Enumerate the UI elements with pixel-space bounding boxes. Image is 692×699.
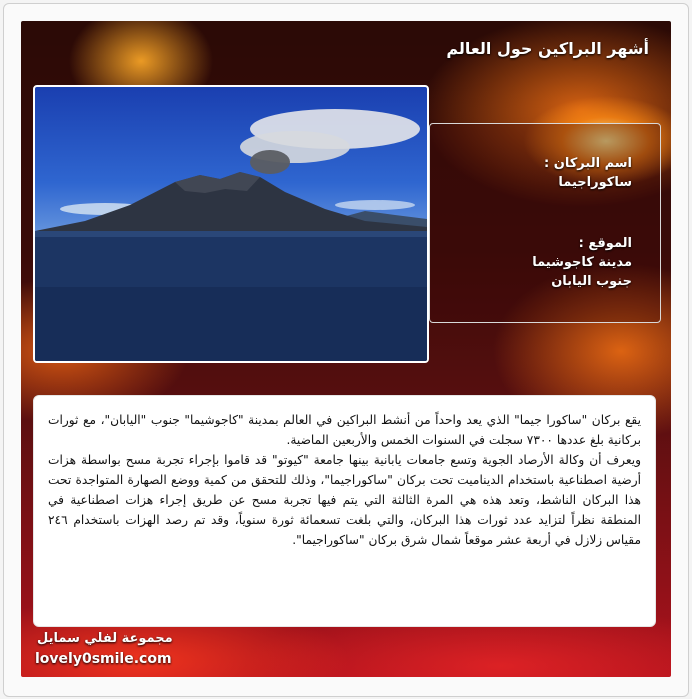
page-title: أشهر البراكين حول العالم [446,39,649,58]
location-label: الموقع : [578,236,632,251]
volcano-photo [33,85,429,363]
volcano-location-block [532,234,632,291]
volcano-name-block [544,154,632,192]
name-value: ساكوراجيما [558,175,632,190]
volcano-card [21,21,671,677]
group-name: مجموعة لفلي سمايل [37,631,173,646]
volcano-info-panel [429,123,661,323]
volcano-illustration [35,87,427,361]
location-line-2: جنوب اليابان [551,274,632,289]
location-line-1: مدينة كاجوشيما [532,255,632,270]
name-label: اسم البركان : [544,156,632,171]
description-box [33,395,656,627]
description-paragraph-1: يقع بركان "ساكورا جيما" الذي يعد واحداً من أنشط البراكين في العالم بمدينة "كاجوشيما" جنوب "اليابان"، مع ثورات بركانية بلغ عددها ٧٣٠٠ سجلت في السنوات الخمس والأربعين الماضية. [48,413,641,447]
site-link[interactable]: lovely0smile.com [35,651,172,667]
description-paragraph-2: ويعرف أن وكالة الأرصاد الجوية وتسع جامعات يابانية بينها جامعة "كيوتو" قد قاموا بإجراء تجربة مسح بواسطة هزات أرضية اصطناعية باستخدام الديناميت تحت بركان "ساكوراجيما"، وذلك للتحقق من كمية ووضع الصهارة المتواجدة تحت هذا البركان الناشط، وتعد هذه هي المرة الثالثة التي يتم فيها تجربة مسح عن طريق إجراء هزات اصطناعية في المنطقة نظراً لتزايد عدد ثورات هذا البركان، والتي بلغت تسعمائة ثورة سنوياً، وقد تم رصد الهزات باستخدام ٢٤٦ مقياس زلازل في أربعة عشر موقعاً شمال شرق بركان "ساكوراجيما". [48,453,641,547]
